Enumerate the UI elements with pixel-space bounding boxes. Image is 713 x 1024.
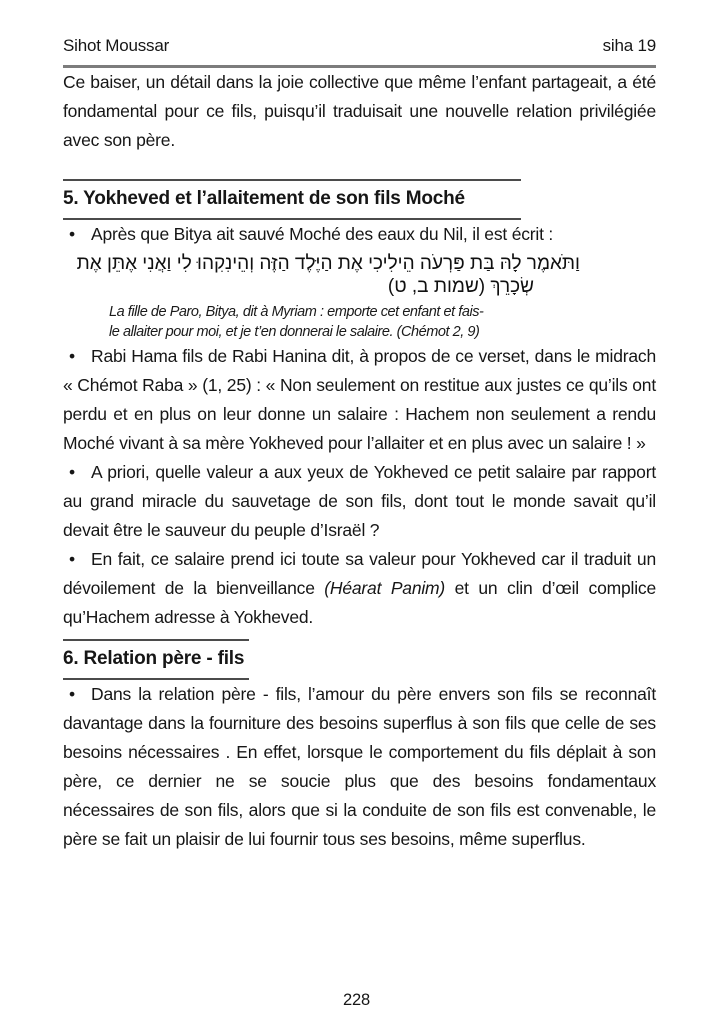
bullet-verse-intro xyxy=(63,220,656,249)
bullet-explanation-text-before: En fait, ce salaire prend ici toute sa valeur pour Yokheved car il traduit un dévoilement de la bienveillance xyxy=(63,549,656,598)
bullet-pere-fils xyxy=(63,680,656,854)
hebrew-verse-line-2: שְׂכָרֵךְ (שמות ב, ט) xyxy=(387,276,534,297)
section6-heading-text: 6. Relation père - fils xyxy=(63,639,249,680)
bullet-icon: • xyxy=(69,684,75,704)
header-title: Sihot Moussar xyxy=(63,36,170,55)
page-number: 228 xyxy=(343,991,370,1009)
bullet-icon: • xyxy=(69,549,75,569)
bullet-question-text: A priori, quelle valeur a aux yeux de Yokheved ce petit salaire par rapport au grand miracle du sauvetage de son fils, dont tout le monde savait qu’il devait être le sauveur du peuple d’Israël ? xyxy=(63,462,656,540)
intro-paragraph: Ce baiser, un détail dans la joie collective que même l’enfant partageait, a été fondamental pour ce fils, puisqu’il traduisait une nouvelle relation privilégiée avec son père. xyxy=(63,72,656,150)
hearat-panim-italic: (Héarat Panim) xyxy=(324,578,446,598)
section5-heading-text: 5. Yokheved et l’allaitement de son fils Moché xyxy=(63,179,521,220)
bullet-explanation-text-after: et un clin d’œil complice qu’Hachem adresse à Yokheved. xyxy=(63,578,656,627)
bullet-icon: • xyxy=(69,346,75,366)
header-issue-label: siha 19 xyxy=(602,36,656,55)
verse-translation xyxy=(109,302,656,342)
bullet-verse-intro-text: Après que Bitya ait sauvé Moché des eaux du Nil, il est écrit : xyxy=(91,224,554,244)
bullet-icon: • xyxy=(69,224,75,244)
section5-heading xyxy=(63,179,656,220)
bullet-explanation xyxy=(63,545,656,632)
bullet-pere-fils-text: Dans la relation père - fils, l’amour du père envers son fils se reconnaît davantage dans la fourniture des besoins superflus à son fils que celle de ses besoins nécessaires . En effet, lorsque le comportement du fils déplait à son père, ce dernier ne se soucie plus que des besoins fondamentaux nécessaires de son fils, alors que si la conduite de son fils est convenable, le père se fait un plaisir de lui fournir tous ses besoins, même superflus. xyxy=(63,684,656,849)
hebrew-verse xyxy=(63,252,580,298)
section6-heading xyxy=(63,639,656,680)
hebrew-verse-line-1: וַתֹּאמֶר לָהּ בַּת פַּרְעֹה הֵילִיכִי אֶת הַיֶּלֶד הַזֶּה וְהֵינִקִהוּ לִי וַאֲנִי אֶתֵּן אֶת xyxy=(76,253,580,274)
verse-translation-line-2: le allaiter pour moi, et je t’en donnerai le salaire. (Chémot 2, 9) xyxy=(109,324,480,340)
bullet-icon: • xyxy=(69,462,75,482)
bullet-question xyxy=(63,458,656,545)
bullet-midrach xyxy=(63,342,656,458)
page-header xyxy=(63,36,656,65)
bullet-midrach-text: Rabi Hama fils de Rabi Hanina dit, à propos de ce verset, dans le midrach « Chémot Raba » (1, 25) : « Non seulement on restitue aux justes ce qu’ils ont perdu et en plus on leur donne un salaire : Hachem non seulement a rendu Moché vivant à sa mère Yokheved pour l’allaiter et en plus avec un salaire ! » xyxy=(63,346,656,453)
verse-translation-line-1: La fille de Paro, Bitya, dit à Myriam : emporte cet enfant et fais- xyxy=(109,304,484,320)
